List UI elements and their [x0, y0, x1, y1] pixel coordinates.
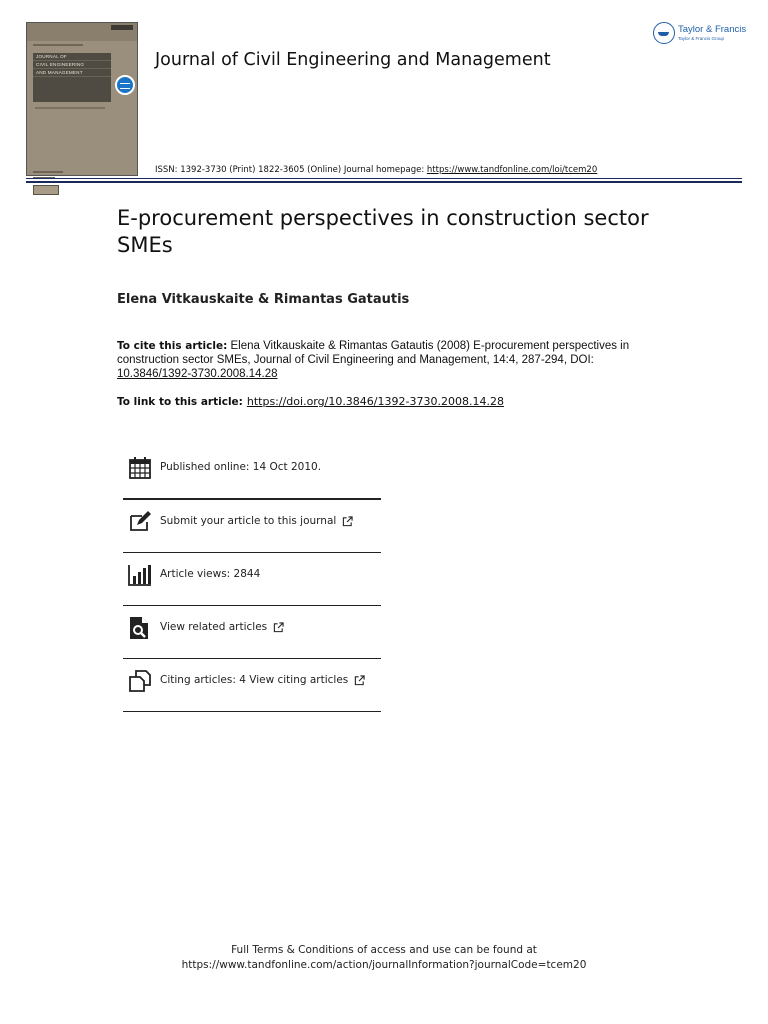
issn-line — [155, 165, 597, 175]
cover-title-band — [33, 53, 111, 102]
related-articles-text: View related articles — [160, 621, 268, 633]
citing-articles-link[interactable] — [160, 674, 365, 686]
cover-tag — [111, 25, 133, 30]
issn-text: ISSN: 1392-3730 (Print) 1822-3605 (Online) Journal homepage: — [155, 165, 427, 175]
cover-subline — [35, 107, 105, 109]
publisher-subname: Taylor & Francis Group — [678, 36, 725, 41]
bar-chart-icon — [128, 563, 152, 587]
cover-badge-icon — [115, 75, 135, 95]
meta-row-related[interactable] — [123, 606, 381, 659]
journal-cover — [26, 22, 138, 176]
article-views-text: Article views: 2844 — [160, 568, 261, 580]
citing-icon — [128, 669, 152, 693]
cover-foot-line — [33, 171, 63, 173]
cover-title-line: AND MANAGEMENT — [33, 69, 111, 77]
taylor-francis-icon — [653, 22, 675, 44]
cite-label: To cite this article: — [117, 340, 228, 352]
link-label: To link to this article: — [117, 396, 243, 408]
footer-line-1: Full Terms & Conditions of access and use can be found at — [231, 944, 537, 956]
external-link-icon — [273, 622, 284, 633]
journal-title: Journal of Civil Engineering and Management — [155, 50, 551, 70]
cite-doi-link[interactable]: 10.3846/1392-3730.2008.14.28 — [117, 368, 278, 380]
footer-terms — [0, 943, 768, 973]
publisher-name: Taylor & Francis — [678, 24, 747, 35]
header-rule-thick — [26, 181, 742, 183]
article-doi-link[interactable]: https://doi.org/10.3846/1392-3730.2008.14.28 — [246, 395, 504, 408]
cover-mini-line — [33, 44, 83, 46]
meta-row-views — [123, 553, 381, 606]
meta-row-submit[interactable] — [123, 500, 381, 553]
external-link-icon — [354, 675, 365, 686]
article-title: E-procurement perspectives in construction sector SMEs — [117, 206, 649, 257]
document-search-icon — [128, 616, 152, 640]
cite-text: Elena Vitkauskaite & Rimantas Gatautis (2008) E-procurement perspectives in construction sector SMEs, Journal of Civil Engineering and Management, 14:4, 287-294, DOI: — [117, 340, 630, 366]
submit-article-link[interactable] — [160, 515, 353, 527]
published-date-text: Published online: 14 Oct 2010. — [160, 461, 322, 473]
external-link-icon — [342, 516, 353, 527]
related-articles-link[interactable] — [160, 621, 284, 633]
journal-homepage-link[interactable]: https://www.tandfonline.com/loi/tcem20 — [426, 165, 598, 175]
publisher-logo[interactable] — [653, 22, 748, 48]
citing-articles-text: Citing articles: 4 View citing articles — [160, 674, 349, 686]
cover-title-line: JOURNAL OF — [33, 53, 111, 61]
article-authors: Elena Vitkauskaite & Rimantas Gatautis — [117, 292, 410, 307]
header-rule-thin — [26, 178, 742, 179]
cover-publisher-logo — [33, 185, 59, 195]
citation-block — [117, 339, 657, 381]
article-meta-list — [123, 446, 381, 712]
submit-article-text: Submit your article to this journal — [160, 515, 337, 527]
cover-title-line: CIVIL ENGINEERING — [33, 61, 111, 69]
meta-row-citing[interactable] — [123, 659, 381, 712]
link-block — [117, 394, 504, 408]
meta-row-published — [123, 446, 381, 500]
edit-icon — [128, 510, 152, 534]
calendar-icon — [128, 456, 152, 480]
footer-terms-link[interactable]: https://www.tandfonline.com/action/journalInformation?journalCode=tcem20 — [181, 959, 587, 971]
